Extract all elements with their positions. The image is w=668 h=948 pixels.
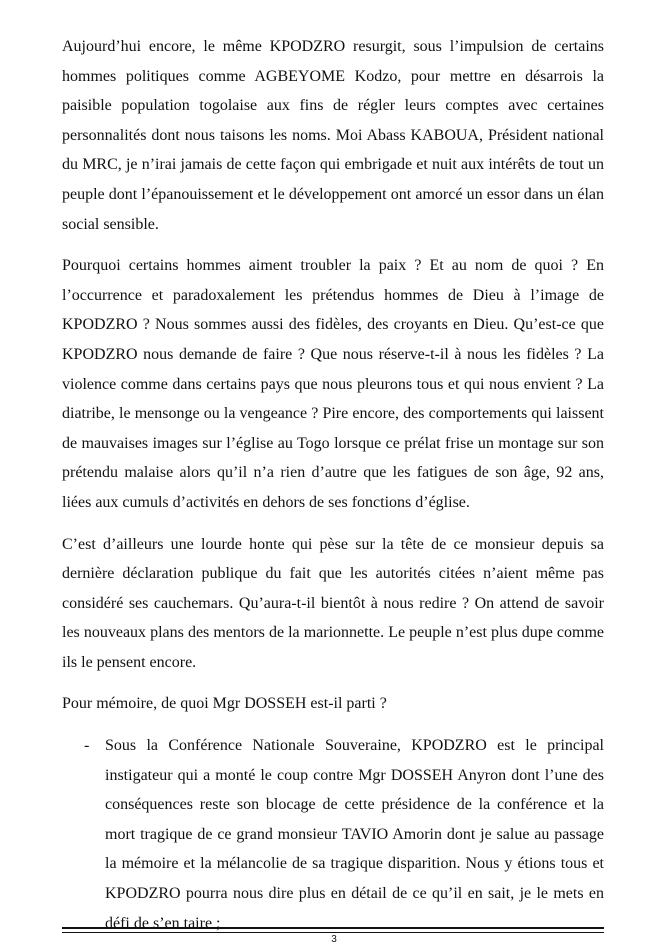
paragraph-2: Pourquoi certains hommes aiment troubler la paix ? Et au nom de quoi ? En l’occurrence et paradoxalement les prétendus hommes de Dieu à l’image de KPODZRO ? Nous sommes aussi des fidèles, des croyants en Dieu. Qu’est-ce que KPODZRO nous demande de faire ? Que nous réserve-t-il à nous les fidèles ? La violence comme dans certains pays que nous pleurons tous et qui nous envient ? La diatribe, le mensonge ou la vengeance ? Pire encore, des comportements qui laissent de mauvaises images sur l’église au Togo lorsque ce prélat frise un montage sur son prétendu malaise alors qu’il n’a rien d’autre que les fatigues de son âge, 92 ans, liées aux cumuls d’activités en dehors de ses fonctions d’église. — [62, 257, 604, 511]
paragraph-4: Pour mémoire, de quoi Mgr DOSSEH est-il parti ? — [62, 695, 387, 713]
list-item-text: Sous la Conférence Nationale Souveraine, KPODZRO est le principal instigateur qui a monté le coup contre Mgr DOSSEH Anyron dont l’une des conséquences reste son blocage de cette présidence de la conférence et la mort tragique de ce grand monsieur TAVIO Amorin dont je salue au passage la mémoire et la mélancolie de sa tragique disparition. Nous y étions tous et KPODZRO pourra nous dire plus en détail de ce qu’il en sait, je le mets en défi de s’en taire ; — [105, 737, 604, 932]
page-number: 3 — [331, 934, 337, 945]
list-item — [62, 731, 604, 938]
dash-bullet: - — [84, 737, 90, 755]
paragraph-3: C’est d’ailleurs une lourde honte qui pèse sur la tête de ce monsieur depuis sa dernière déclaration publique du fait que les autorités citées n’aient même pas considéré ses cauchemars. Qu’aura-t-il bientôt à nous redire ? On attend de savoir les nouveaux plans des mentors de la marionnette. Le peuple n’est plus dupe comme ils le pensent encore. — [62, 535, 604, 671]
footer-rule-thin — [62, 932, 604, 933]
bullet-list — [62, 731, 604, 938]
footer-rule-thick — [62, 927, 604, 929]
page-body — [62, 32, 604, 938]
paragraph-1: Aujourd’hui encore, le même KPODZRO resurgit, sous l’impulsion de certains hommes politiques comme AGBEYOME Kodzo, pour mettre en désarrois la paisible population togolaise aux fins de régler leurs comptes avec certaines personnalités dont nous taisons les noms. Moi Abass KABOUA, Président national du MRC, je n’irai jamais de cette façon qui embrigade et nuit aux intérêts de tout un peuple dont l’épanouissement et le développement ont amorcé un essor dans un élan social sensible. — [62, 38, 604, 233]
